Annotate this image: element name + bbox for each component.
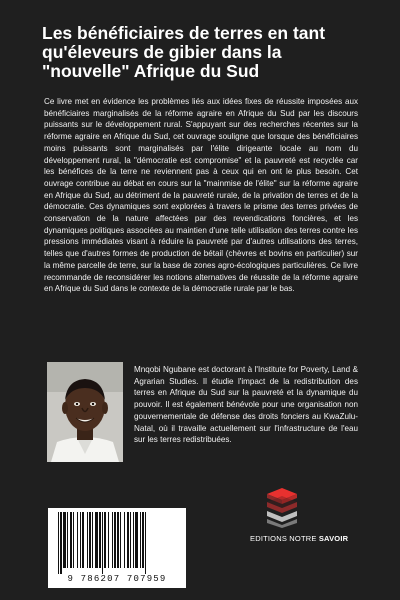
barcode-bar: [63, 512, 66, 568]
barcode-bar: [120, 512, 121, 568]
barcode-bar: [114, 512, 116, 568]
publisher-name-prefix: EDITIONS NOTRE: [250, 534, 319, 543]
barcode-bar: [92, 512, 93, 568]
author-bio: Mnqobi Ngubane est doctorant à l'Institute for Poverty, Land & Agrarian Studies. Il étudie l'impact de la redistribution des terres en Afrique du Sud sur la pauvreté et la dynamique du pouvoir. Il est également bénévole pour une organisation non gouvernementale de défense des droits fonciers au KwaZulu-Natal, où il travaille actuellement sur l'infrastructure de l'eau sur les terres redistribuées.: [134, 365, 358, 445]
barcode-bar: [108, 512, 109, 568]
barcode-bar: [89, 512, 91, 568]
barcode-bar: [104, 512, 106, 568]
barcode-bar: [80, 512, 81, 568]
barcode-bar: [87, 512, 88, 568]
barcode-bar: [145, 512, 146, 574]
isbn-digits: 9 786207 707959: [67, 574, 167, 584]
barcode-bar: [99, 512, 101, 568]
publisher-name-emphasis: SAVOIR: [318, 534, 349, 543]
barcode-bar: [117, 512, 119, 568]
publisher-name: [250, 534, 370, 543]
barcode-bar: [73, 512, 74, 568]
barcode-bar: [60, 512, 62, 574]
barcode-bar: [140, 512, 141, 568]
book-title: Les bénéficiaires de terres en tant qu'éleveurs de gibier dans la "nouvelle" Afrique du Sud: [42, 23, 326, 81]
isbn-barcode: [48, 508, 186, 588]
barcode-bar: [82, 512, 84, 568]
barcode-bar: [133, 512, 134, 568]
barcode-bar: [112, 512, 113, 568]
book-summary: Ce livre met en évidence les problèmes liés aux idées fixes de réussite imposées aux bénéficiaires marginalisés de la réforme agraire en Afrique du Sud par les discours puissants sur le développement rural. S'appuyant sur des recherches récentes sur la réforme agraire en Afrique du Sud, cet ouvrage souligne que lorsque des bénéficiaires moins puissants sont marginalisés par l'élite dirigeante locale au nom du développement rural, la "démocratie est compromise" et la pauvreté est recyclée car les bénéfices de la terre ne reviennent pas à ceux qui en ont le plus besoin. Cet ouvrage contribue au débat en cours sur la "mainmise de l'élite" sur la réforme agraire en Afrique du Sud, au détriment de la pauvreté rurale, de la privation de terres et de la démocratie. Ces dynamiques sont explorées à travers le prisme des terres privées de conservation de la nature affectées par des revendications foncières, et les dynamiques politiques associées au maintien d'une telle utilisation des terres contre les pressions immédiates visant à réduire la pauvreté par d'autres utilisations des terres, telles que d'autres formes de production de bétail (chèvres et bovins en particulier) sur la même parcelle de terre, sur la base de zones agro-écologiques particulières. Ce livre recommande de reconsidérer les notions alternatives de réussite de la réforme agraire en Afrique du Sud dans le contexte de la démocratie rurale par le bas.: [44, 97, 358, 294]
barcode-bars: [56, 512, 178, 574]
barcode-bar: [95, 512, 98, 568]
barcode-bar: [142, 512, 144, 568]
barcode-bar: [127, 512, 129, 568]
publisher-block: [250, 488, 350, 550]
barcode-bar: [130, 512, 131, 568]
author-portrait-image: [47, 362, 123, 462]
barcode-bar: [135, 512, 138, 568]
barcode-bar: [67, 512, 68, 568]
author-photo: [47, 362, 123, 462]
barcode-bar: [102, 512, 103, 574]
barcode-bar: [70, 512, 72, 568]
barcode-bar: [124, 512, 125, 568]
barcode-bar: [58, 512, 59, 574]
barcode-bar: [77, 512, 78, 568]
